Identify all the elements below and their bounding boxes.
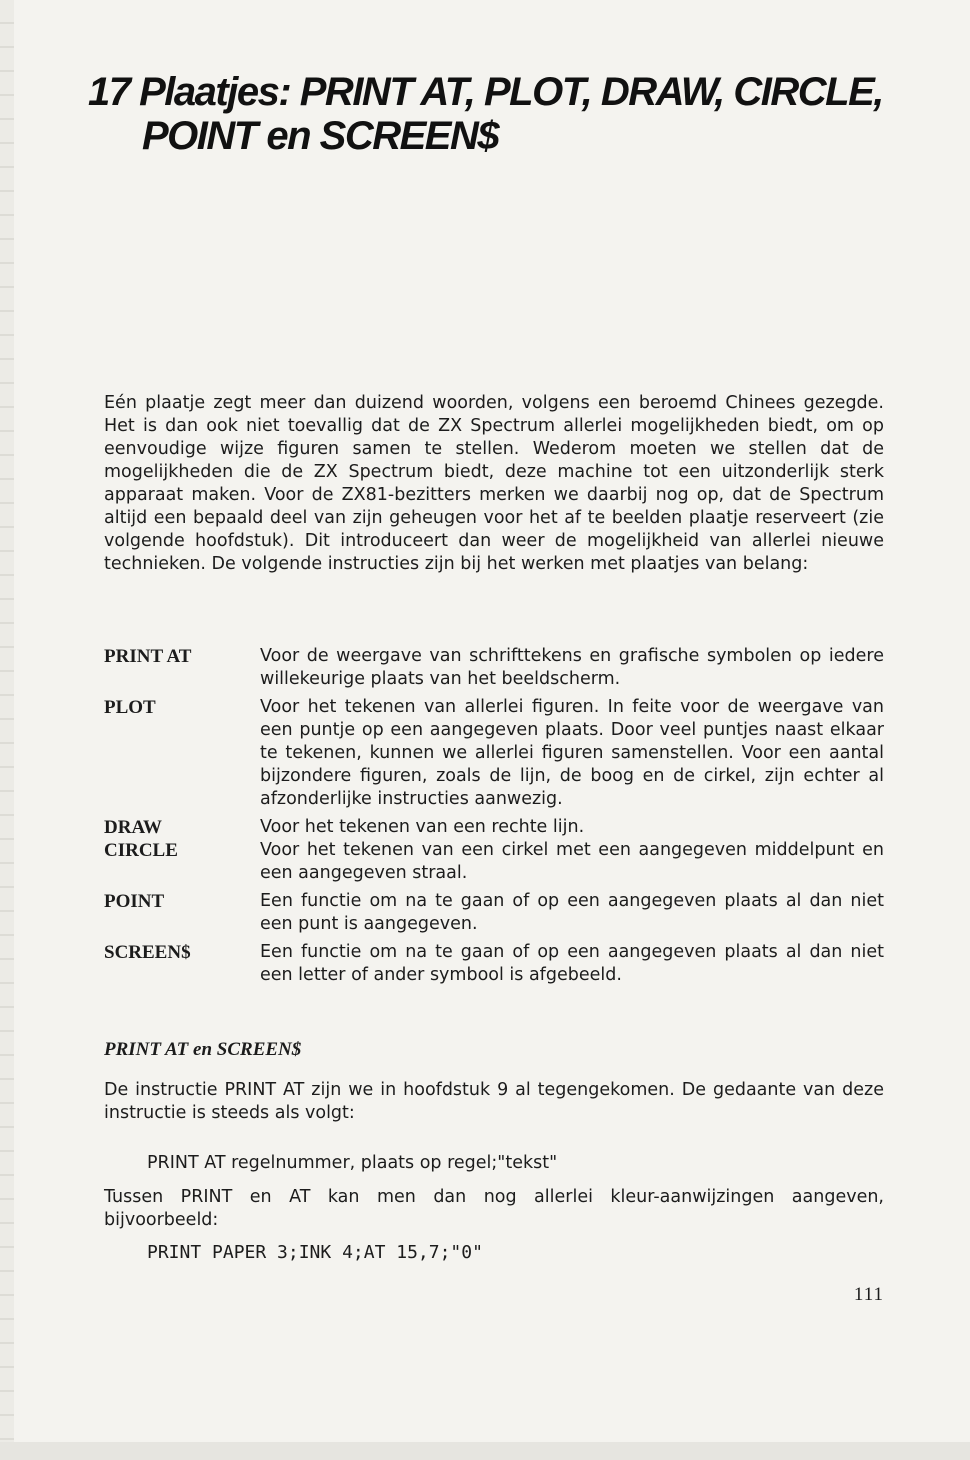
definition-description: Voor het tekenen van allerlei figuren. In feite voor de weergave van een puntje op een aangegeven plaats. Door veel puntjes naast elkaar te tekenen, kunnen we allerlei figuren samenstellen. Voor een aantal bijzondere figuren, zoals de lijn, de boog en de cirkel, zijn echter al afzonderlijke instructies aanwezig.: [260, 697, 884, 809]
definition-term: PRINT AT: [104, 646, 192, 667]
definition-description: Een functie om na te gaan of op een aangegeven plaats al dan niet een punt is aangegeven.: [260, 891, 884, 934]
definition-description: Voor het tekenen van een cirkel met een aangegeven middelpunt en een aangegeven straal.: [260, 840, 884, 883]
section-paragraph-1: De instructie PRINT AT zijn we in hoofdstuk 9 al tegengekomen. De gedaante van deze instructie is steeds als volgt:: [104, 1080, 884, 1123]
definition-row: [104, 890, 884, 936]
definition-row: [104, 941, 884, 987]
syntax-example: PRINT AT regelnummer, plaats op regel;"tekst": [147, 1153, 558, 1173]
definition-row: [104, 839, 884, 885]
instruction-definitions: [104, 645, 884, 992]
definition-term: SCREEN$: [104, 942, 191, 963]
definition-term: DRAW: [104, 817, 163, 838]
definition-term: CIRCLE: [104, 840, 178, 861]
code-example: PRINT PAPER 3;INK 4;AT 15,7;"0": [147, 1242, 483, 1263]
definition-row: [104, 696, 884, 811]
section-heading: PRINT AT en SCREEN$: [104, 1039, 302, 1060]
page-bottom-edge: [0, 1442, 970, 1460]
definition-row: [104, 645, 884, 691]
definition-term: POINT: [104, 891, 165, 912]
definition-row: [104, 816, 884, 839]
chapter-title: [88, 70, 888, 158]
intro-paragraph: Eén plaatje zegt meer dan duizend woorden, volgens een beroemd Chinees gezegde. Het is dan ook niet toevallig dat de ZX Spectrum allerlei mogelijkheden biedt, om op eenvoudige wijze figuren samen te stellen. Wederom moeten we stellen dat de mogelijkheden die de ZX Spectrum biedt, deze machine tot een uitzonderlijk sterk apparaat maken. Voor de ZX81-bezitters merken we daarbij nog op, dat de Spectrum altijd een bepaald deel van zijn geheugen voor het af te beelden plaatje reserveert (zie volgende hoofdstuk). Dit introduceert dan weer de mogelijkheid van allerlei nieuwe technieken. De volgende instructies zijn bij het werken met plaatjes van belang:: [104, 393, 884, 574]
definition-description: Voor het tekenen van een rechte lijn.: [260, 817, 585, 837]
page-edge: [0, 0, 14, 1460]
definition-description: Voor de weergave van schrifttekens en grafische symbolen op iedere willekeurige plaats van het beeldscherm.: [260, 646, 884, 689]
definition-description: Een functie om na te gaan of op een aangegeven plaats al dan niet een letter of ander symbool is afgebeeld.: [260, 942, 884, 985]
definition-term: PLOT: [104, 697, 156, 718]
page-number: 111: [853, 1284, 884, 1305]
section-paragraph-2: Tussen PRINT en AT kan men dan nog allerlei kleur-aanwijzingen aangeven, bijvoorbeeld:: [104, 1187, 884, 1230]
chapter-title-line-1: 17 Plaatjes: PRINT AT, PLOT, DRAW, CIRCLE,: [88, 70, 883, 114]
chapter-title-line-2: POINT en SCREEN$: [142, 114, 499, 158]
